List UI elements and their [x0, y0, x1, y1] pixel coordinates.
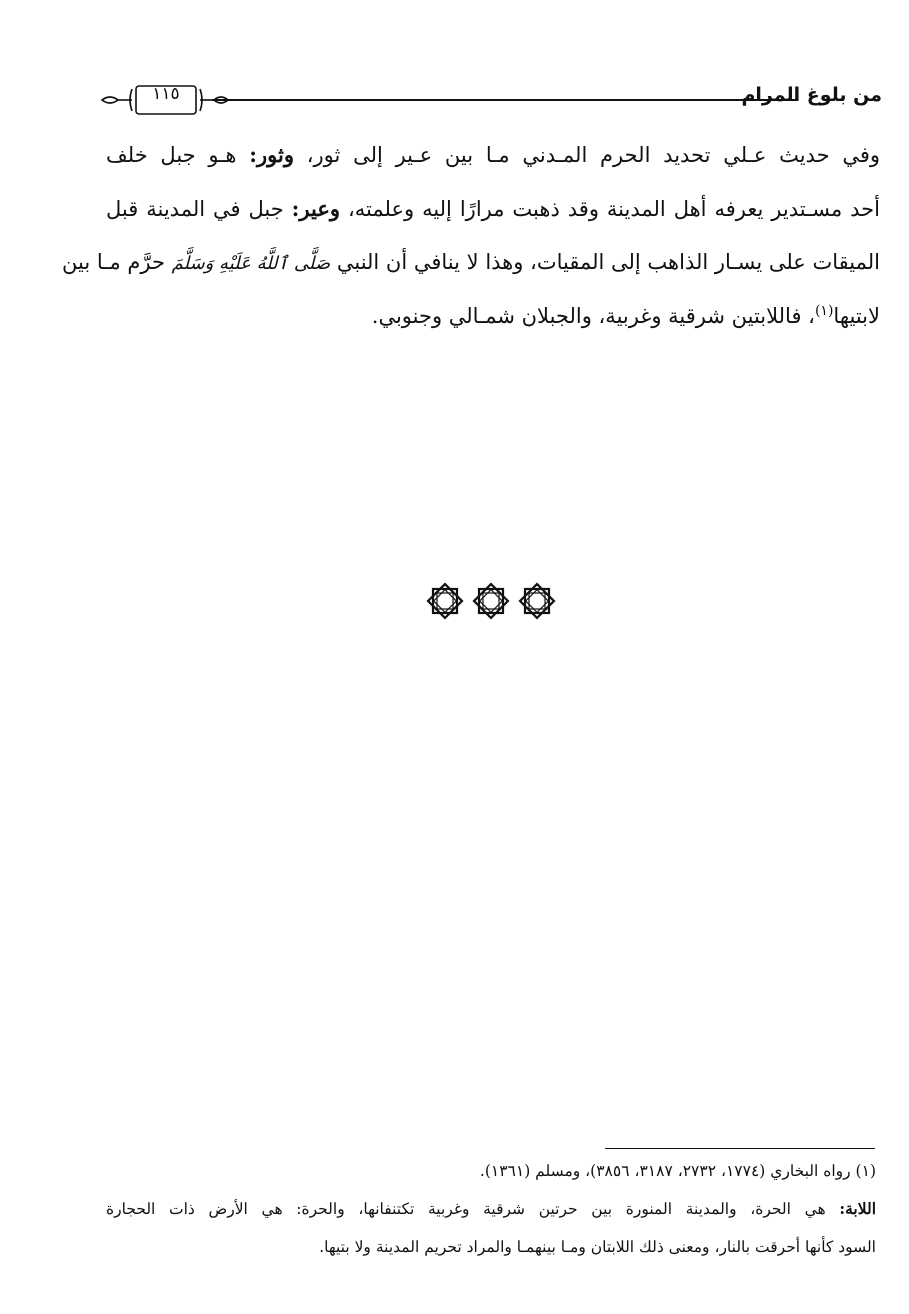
text-run: هـو جبل خلف — [106, 143, 250, 167]
main-paragraph — [62, 128, 880, 343]
footnote-definition-line: السود كأنها أحرقت بالنار، ومعنى ذلك اللابتان ومـا بينهمـا والمراد تحريم المدينة ولا بتيها. — [319, 1238, 876, 1256]
page-number: ١١٥ — [152, 84, 180, 104]
footnote-separator — [605, 1148, 875, 1149]
eight-point-star-icon — [517, 581, 557, 621]
paragraph-line — [106, 182, 880, 236]
text-run: لابتيها — [833, 304, 880, 328]
paragraph-line — [106, 128, 880, 182]
eight-point-star-icon — [425, 581, 465, 621]
paragraph-line — [62, 236, 880, 290]
text-run: جبل في المدينة قبل — [106, 197, 292, 221]
paragraph-line — [106, 290, 880, 343]
header-rule — [212, 99, 798, 101]
text-run: أحد مسـتدير يعرفه أهل المدينة وقد ذهبت مرارًا إليه وعلمته، — [340, 197, 880, 221]
text-run: ، فاللابتين شرقية وغربية، والجبلان شمـالي وجنوبي. — [371, 304, 815, 328]
footnote-reference[interactable]: (١) — [814, 303, 834, 319]
text-run: هي الحرة، والمدينة المنورة بين حرتين شرقية وغربية تكتنفانها، والحرة: هي الأرض ذات الحجارة — [106, 1200, 840, 1218]
eight-point-star-icon — [471, 581, 511, 621]
text-run: وفي حديث عـلي تحديد الحرم المـدني مـا بين عـير إلى ثور، — [293, 143, 880, 167]
term-thawr: وثور: — [249, 142, 294, 167]
footnote-definition-line — [106, 1190, 876, 1228]
footnote-term: اللابة: — [839, 1199, 876, 1218]
term-ayr: وعير: — [291, 196, 341, 221]
text-run: الميقات على يسـار الذاهب إلى المقيات، وهذا لا ينافي أن النبي — [330, 250, 880, 274]
footnote-1: (١) رواه البخاري (١٧٧٤، ٢٧٣٢، ٣١٨٧، ٣٨٥٦)، ومسلم (١٣٦١). — [479, 1162, 876, 1180]
section-divider-ornaments — [425, 581, 559, 623]
honorific-phrase: صَلَّى ٱللَّهُ عَلَيْهِ وَسَلَّمَ — [171, 253, 331, 274]
footnotes — [106, 1152, 876, 1266]
book-title: من بلوغ المرام — [741, 84, 882, 106]
page-header — [100, 80, 882, 124]
text-run: حرَّم مـا بين — [62, 250, 172, 274]
